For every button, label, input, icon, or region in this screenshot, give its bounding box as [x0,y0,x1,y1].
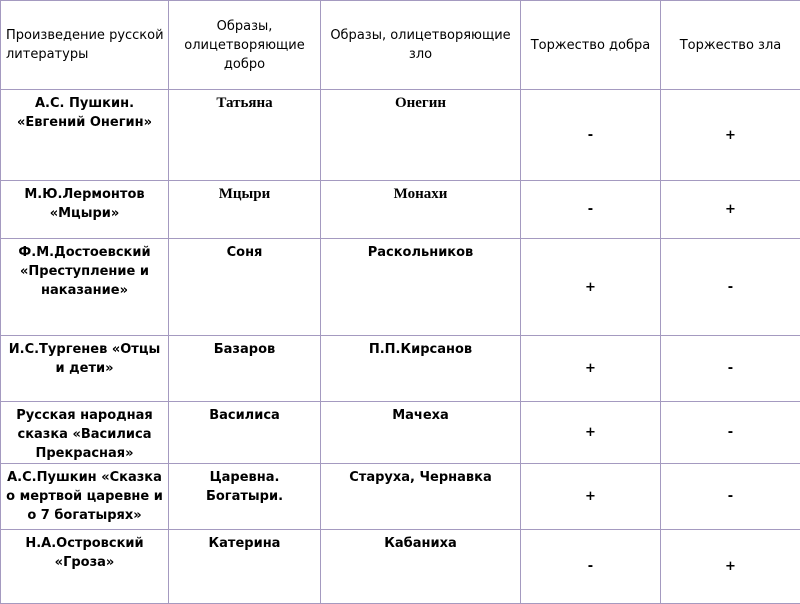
evil-wins-cell: + [661,181,800,239]
table-row [1,90,800,181]
evil-wins-cell: - [661,402,800,464]
evil-image-cell: Раскольников [321,239,521,336]
good-wins-cell: + [521,239,661,336]
evil-image-cell: Монахи [321,181,521,239]
good-image-cell: Базаров [169,336,321,402]
table-row [1,181,800,239]
table-row [1,464,800,530]
work-cell: Русская народная сказка «Василиса Прекрасная» [1,402,169,464]
header-work: Произведение русской литературы [1,1,169,90]
header-row [1,1,800,90]
work-cell: А.С.Пушкин «Сказка о мертвой царевне и о 7 богатырях» [1,464,169,530]
good-wins-cell: - [521,530,661,604]
evil-wins-cell: - [661,336,800,402]
evil-wins-cell: + [661,530,800,604]
table-row [1,402,800,464]
good-wins-cell: - [521,181,661,239]
good-image-cell: Катерина [169,530,321,604]
table-row [1,336,800,402]
good-wins-cell: + [521,464,661,530]
evil-image-cell: П.П.Кирсанов [321,336,521,402]
table-row [1,530,800,604]
header-evil-images: Образы, олицетворяющие зло [321,1,521,90]
work-cell: М.Ю.Лермонтов «Мцыри» [1,181,169,239]
evil-image-cell: Мачеха [321,402,521,464]
evil-image-cell: Онегин [321,90,521,181]
good-image-cell: Василиса [169,402,321,464]
good-wins-cell: + [521,402,661,464]
work-cell: И.С.Тургенев «Отцы и дети» [1,336,169,402]
good-image-cell: Татьяна [169,90,321,181]
header-evil-wins: Торжество зла [661,1,800,90]
evil-image-cell: Кабаниха [321,530,521,604]
good-image-cell: Соня [169,239,321,336]
good-wins-cell: + [521,336,661,402]
work-cell: А.С. Пушкин. «Евгений Онегин» [1,90,169,181]
good-image-cell: Мцыри [169,181,321,239]
work-cell: Ф.М.Достоевский «Преступление и наказание» [1,239,169,336]
table-row [1,239,800,336]
header-good-wins: Торжество добра [521,1,661,90]
work-cell: Н.А.Островский «Гроза» [1,530,169,604]
good-image-cell: Царевна. Богатыри. [169,464,321,530]
header-good-images: Образы, олицетворяющие добро [169,1,321,90]
evil-wins-cell: + [661,90,800,181]
good-wins-cell: - [521,90,661,181]
evil-wins-cell: - [661,464,800,530]
evil-image-cell: Старуха, Чернавка [321,464,521,530]
evil-wins-cell: - [661,239,800,336]
